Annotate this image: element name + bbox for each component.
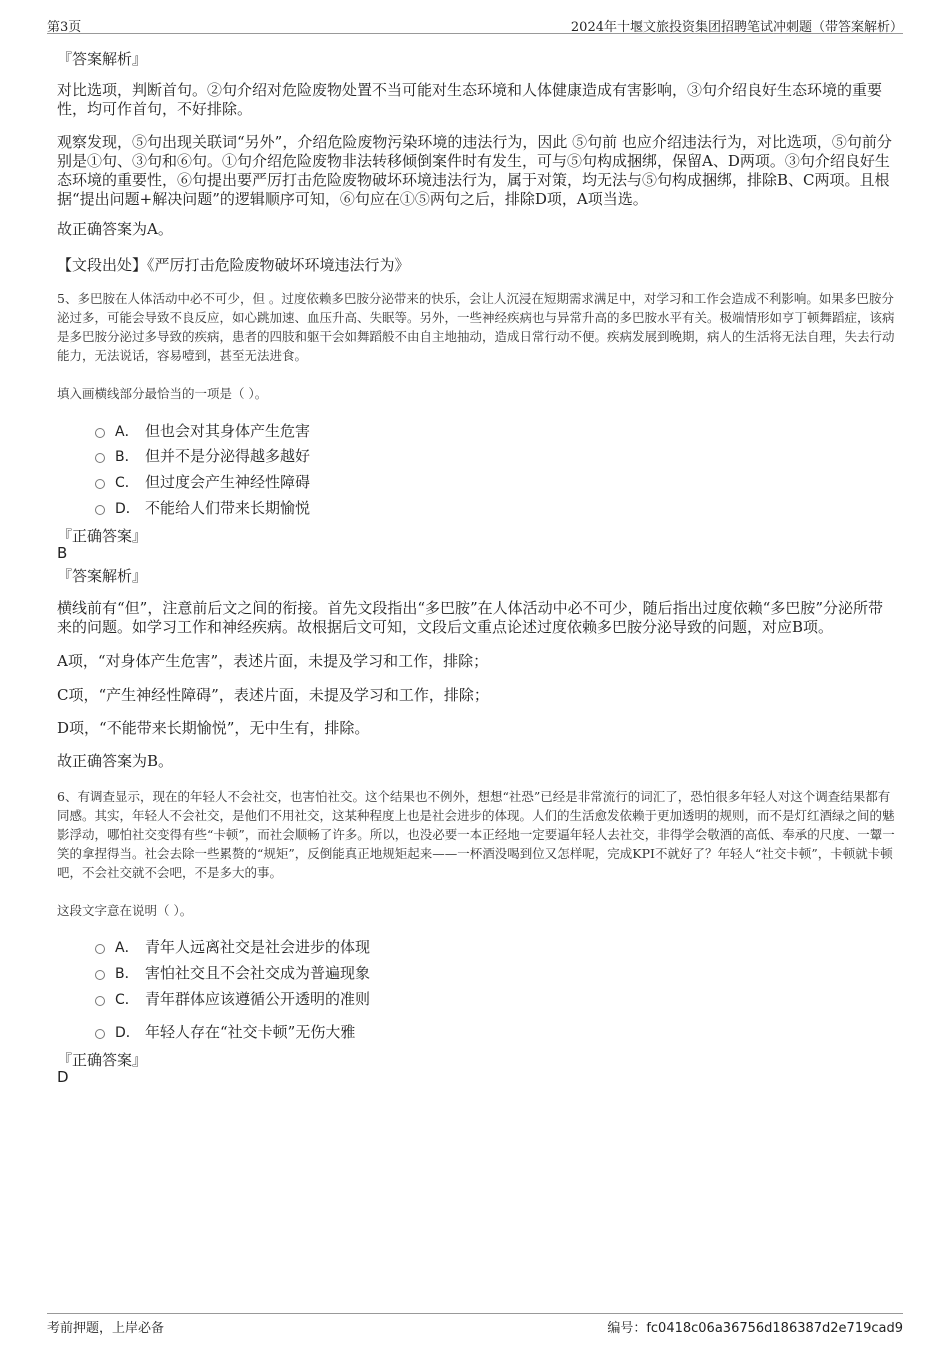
q4-analysis-label: 『答案解析』 — [57, 50, 148, 68]
code-label: 编号： — [607, 1321, 647, 1336]
q5-option-c[interactable] — [95, 471, 310, 492]
q5-prompt: 填入画横线部分最恰当的一项是（ ）。 — [57, 386, 268, 401]
page-footer — [47, 1313, 903, 1335]
code-value: fc0418c06a36756d186387d2e719cad9 — [646, 1321, 903, 1336]
radio-icon[interactable] — [95, 1029, 105, 1039]
q4-conclusion: 故正确答案为A。 — [57, 220, 173, 238]
q5-analysis-c: C项，“产生神经性障碍”，表述片面，未提及学习和工作，排除； — [57, 686, 489, 704]
q6-answer-label: 『正确答案』 — [57, 1051, 148, 1069]
page-number: 第3页 — [47, 20, 82, 35]
option-text: 但并不是分泌得越多越好 — [145, 447, 311, 465]
q6-stem: 6、有调查显示，现在的年轻人不会社交，也害怕社交。这个结果也不例外，想想“社恐”已经是非常流行的词汇了，恐怕很多年轻人对这个调查结果都有同感。其实，年轻人不会社交，是他们不用社交，这某种程度上也是社会进步的体现。人们的生活愈发依赖于更加透明的规则，而不是灯红酒绿之间的魅影浮动，哪怕社交变得有些“卡顿”，而社会顺畅了许多。所以，也没必要一本正经地一定要逼年轻人去社交，非得学会敬酒的高低、奉承的尺度、一颦一笑的拿捏得当。社会去除一些累赘的“规矩”，反倒能真正地规矩起来——一杯酒没喝到位又怎样呢，完成KPI不就好了？年轻人“社交卡顿”，卡顿就卡顿吧，不会社交就不会吧，不是多大的事。 — [57, 789, 895, 880]
q5-analysis-label: 『答案解析』 — [57, 567, 148, 585]
q5-analysis-paragraph: 横线前有“但”，注意前后文之间的衔接。首先文段指出“多巴胺”在人体活动中必不可少，随后指出过度依赖“多巴胺”分泌所带来的问题。如学习工作和神经疾病。故根据后文可知，文段后文重点论述过度依赖多巴胺分泌导致的问题，对应B项。 — [57, 599, 884, 636]
radio-icon[interactable] — [95, 944, 105, 954]
q4-source: 【文段出处】《严厉打击危险废物破坏环境违法行为》 — [57, 256, 410, 274]
option-letter: B． — [115, 965, 139, 982]
option-text: 但过度会产生神经性障碍 — [145, 473, 311, 491]
option-text: 青年人远离社交是社会进步的体现 — [145, 938, 371, 956]
page-header — [47, 14, 903, 34]
document-code — [607, 1317, 903, 1336]
radio-icon[interactable] — [95, 996, 105, 1006]
radio-icon[interactable] — [95, 970, 105, 980]
q6-option-c[interactable] — [95, 988, 370, 1009]
q6-answer: D — [57, 1068, 69, 1086]
option-text: 年轻人存在“社交卡顿”无伤大雅 — [145, 1023, 356, 1041]
radio-icon[interactable] — [95, 505, 105, 515]
document-title: 2024年十堰文旅投资集团招聘笔试冲刺题（带答案解析） — [570, 20, 903, 35]
option-letter: C． — [115, 474, 139, 491]
option-text: 害怕社交且不会社交成为普遍现象 — [145, 964, 371, 982]
option-text: 不能给人们带来长期愉悦 — [145, 499, 311, 517]
option-text: 青年群体应该遵循公开透明的准则 — [145, 990, 371, 1008]
q6-option-a[interactable] — [95, 936, 370, 957]
q4-analysis-paragraph-1: 对比选项，判断首句。②句介绍对危险废物处置不当可能对生态环境和人体健康造成有害影响，③句介绍良好生态环境的重要性，均可作首句，不好排除。 — [57, 81, 883, 118]
radio-icon[interactable] — [95, 428, 105, 438]
option-letter: A． — [115, 423, 139, 440]
option-text: 但也会对其身体产生危害 — [145, 422, 311, 440]
option-letter: A． — [115, 939, 139, 956]
q5-stem: 5、多巴胺在人体活动中必不可少，但 。过度依赖多巴胺分泌带来的快乐，会让人沉浸在短期需求满足中，对学习和工作会造成不利影响。如果多巴胺分泌过多，可能会导致不良反应，如心跳加速、血压升高、失眠等。另外，一些神经疾病也与异常升高的多巴胺水平有关。极端情形如亨丁顿舞蹈症，该病是多巴胺分泌过多导致的疾病，患者的四肢和躯干会如舞蹈般不由自主地抽动，造成日常行动不便。疾病发展到晚期，病人的生活将无法自理，失去行动能力，无法说话，容易噎到，甚至无法进食。 — [57, 291, 895, 363]
option-letter: D． — [115, 500, 140, 517]
footer-slogan: 考前押题，上岸必备 — [47, 1321, 165, 1336]
q6-prompt: 这段文字意在说明（ ）。 — [57, 903, 193, 918]
q5-option-b[interactable] — [95, 445, 310, 466]
q5-option-a[interactable] — [95, 420, 310, 441]
q6-option-d[interactable] — [95, 1021, 355, 1042]
q4-analysis-paragraph-2: 观察发现，⑤句出现关联词“另外”，介绍危险废物污染环境的违法行为，因此 ⑤句前 也应介绍违法行为，对比选项，⑤句前分别是①句、③句和⑥句。①句介绍危险废物非法转移倾倒案件时有发生，可与⑤句构成捆绑，保留A、D两项。③句介绍良好生态环境的重要性，⑥句提出要严厉打击危险废物破坏环境违法行为，属于对策，均无法与⑤句构成捆绑，排除B、C两项。且根据“提出问题+解决问题”的逻辑顺序可知，⑥句应在①⑤两句之后，排除D项，A项当选。 — [57, 133, 892, 208]
q5-option-d[interactable] — [95, 497, 310, 518]
q6-option-b[interactable] — [95, 962, 370, 983]
option-letter: C． — [115, 991, 139, 1008]
q5-answer-label: 『正确答案』 — [57, 527, 148, 545]
q5-conclusion: 故正确答案为B。 — [57, 752, 174, 770]
q5-analysis-d: D项，“不能带来长期愉悦”，无中生有，排除。 — [57, 719, 370, 737]
radio-icon[interactable] — [95, 479, 105, 489]
option-letter: B． — [115, 448, 139, 465]
q5-analysis-a: A项，“对身体产生危害”，表述片面，未提及学习和工作，排除； — [57, 652, 489, 670]
q5-answer: B — [57, 544, 68, 562]
option-letter: D． — [115, 1024, 140, 1041]
radio-icon[interactable] — [95, 453, 105, 463]
